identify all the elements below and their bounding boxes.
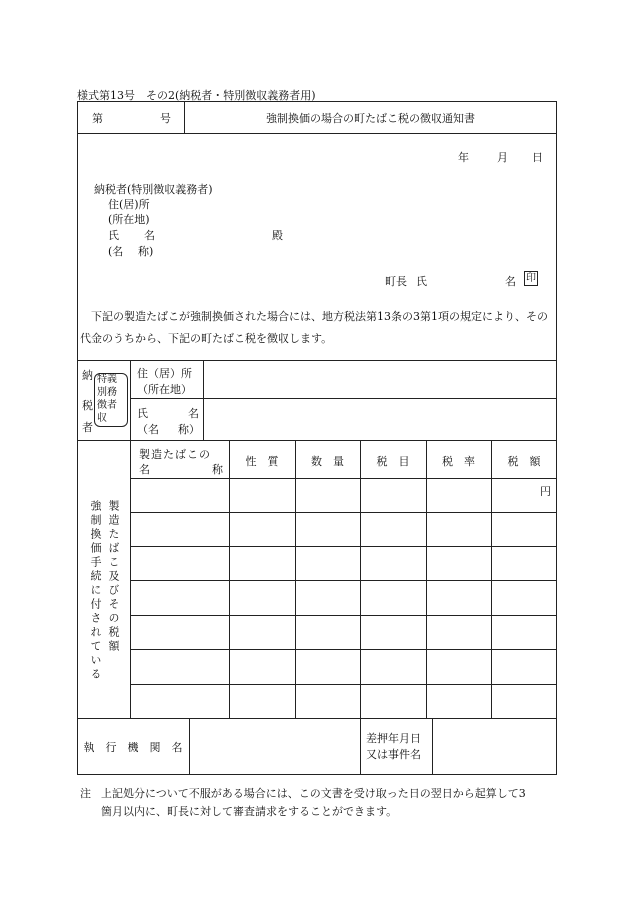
form-label: 様式第13号 その2(納税者・特別徴収義務者用) [77,89,316,102]
taxpayer-name-label-1b: 名 [188,407,199,420]
date-day: 日 [532,151,543,164]
note-line-2: 箇月以内に、町長に対して審査請求をすることができます。 [101,805,398,818]
table-row-line [130,478,557,479]
taxpayer-address-label-2: （所在地） [137,383,192,396]
side-label-inner: 製造たばこ及びその税額 [107,500,120,654]
col-header-name-2a: 名 [139,463,150,476]
table-row-line [130,649,557,650]
table-side-divider [130,440,131,718]
table-col-divider-5 [491,440,492,718]
date-month: 月 [497,151,508,164]
addressee-name-label-1: 氏 [108,229,119,242]
addressee-location-label: (所在地) [108,213,150,226]
addressee-name-alt-1: (名 [108,245,124,258]
table-row-line [130,684,557,685]
table-col-divider-4 [426,440,427,718]
taxpayer-label-bottom-2: 者 [82,421,93,434]
agency-label: 執 行 機 関 名 [83,741,183,754]
table-row-line [130,615,557,616]
notice-text: 下記の製造たばこが強制換価された場合には、地方税法第13条の3第1項の規定により、その代金のうちから、下記の町たばこ税を徴収します。 [80,310,548,345]
col-header-property: 性 質 [245,455,279,468]
divider-header [77,133,557,134]
issuer-name-label-1: 氏 [416,275,427,288]
taxpayer-address-label-1: 住（居）所 [137,367,192,380]
number-prefix: 第 [92,112,103,125]
table-row-line [130,580,557,581]
table-row-line [130,546,557,547]
seizure-field[interactable] [433,719,556,774]
addressee-name-alt-2: 称) [138,245,154,258]
col-header-tax-rate: 税 率 [442,455,475,468]
seizure-label-2: 又は事件名 [366,748,421,761]
date-year: 年 [458,151,469,164]
addressee-heading: 納税者(特別徴収義務者) [94,183,213,196]
taxpayer-label-bottom-1: 税 [82,399,93,412]
taxpayer-label-divider [130,360,131,440]
number-suffix: 号 [160,112,171,125]
agency-name-field[interactable] [190,719,359,774]
special-collector-line-4: 収 [97,413,107,424]
document-title: 強制換価の場合の町たばこ税の徴収通知書 [266,112,475,125]
note-prefix: 注 [80,787,91,800]
addressee-address-label: 住(居)所 [108,198,150,211]
divider-taxpayer [77,440,557,441]
col-header-tax-amount: 税 額 [507,455,541,468]
taxpayer-name-field[interactable] [204,399,556,439]
table-row-line [130,512,557,513]
table-col-divider-2 [295,440,296,718]
col-header-name-2b: 称 [212,463,223,476]
issuer-name-label-2: 名 [505,275,516,288]
special-collector-line-3: 徴者 [97,400,117,411]
special-collector-line-2: 別務 [97,387,117,398]
special-collector-line-1: 特義 [97,374,117,385]
taxpayer-name-label-2a: （名 [137,423,159,436]
honorific: 殿 [272,229,283,242]
taxpayer-label-top: 納 [82,369,93,382]
col-header-quantity: 数 量 [311,455,344,468]
table-col-divider-1 [229,440,230,718]
seizure-label-1: 差押年月日 [366,732,421,745]
seal-mark: 印 [526,273,536,284]
note-line-1: 上記処分について不服がある場合には、この文書を受け取った日の翌日から起算して3 [101,787,526,800]
taxpayer-name-label-1a: 氏 [137,407,148,420]
footer-divider-2 [360,718,361,775]
taxpayer-address-field[interactable] [204,361,556,397]
table-col-divider-3 [360,440,361,718]
addressee-name-label-2: 名 [144,229,155,242]
side-label-outer: 強制換価手続に付されている [89,500,102,682]
taxpayer-name-label-2b: 称） [178,423,200,436]
col-header-name-1: 製造たばこの [139,448,211,461]
issuer-title: 町長 [385,275,407,288]
currency-unit: 円 [540,485,551,498]
col-header-tax-item: 税 目 [376,455,410,468]
